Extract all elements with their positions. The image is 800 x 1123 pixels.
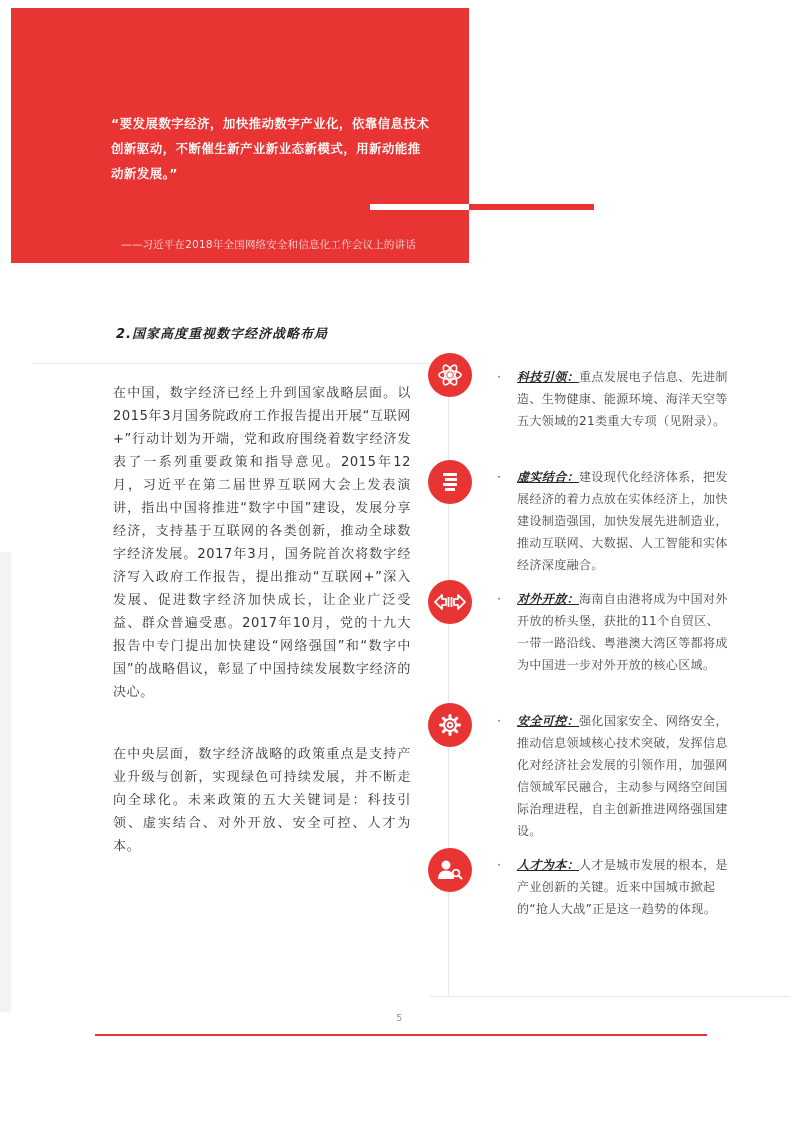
keyword-item-security [497,710,729,842]
keyword-item-real-virtual [497,466,729,576]
keyword-desc: 强化国家安全、网络安全，推动信息领域核心技术突破，发挥信息化对经济社会发展的引领作用，加强网信领域军民融合，主动参与网络空间国际治理进程，自主创新推进网络强国建设。 [517,714,728,838]
keyword-item-tech [497,366,729,432]
arrows-icon [428,580,472,624]
quote-box [11,8,469,263]
person-search-icon [428,848,472,892]
layers-icon [428,460,472,504]
bullet: · [497,858,501,872]
keyword-label: 对外开放： [517,592,580,606]
footer-line [95,1034,707,1036]
keyword-desc: 人才是城市发展的根本，是产业创新的关键。近来中国城市掀起的“抢人大战”正是这一趋势的体现。 [517,858,728,916]
keyword-label: 科技引领： [517,370,580,384]
gear-icon [428,703,472,747]
keyword-label: 虚实结合： [517,470,580,484]
quote-divider-red [469,204,594,210]
section-title: 2.国家高度重视数字经济战略布局 [116,327,328,342]
bullet: · [497,470,501,484]
keyword-item-talent [497,854,729,920]
paragraph-central-policy: 在中央层面，数字经济战略的政策重点是支持产业升级与创新，实现绿色可持续发展，并不断走向全球化。未来政策的五大关键词是：科技引领、虚实结合、对外开放、安全可控、人才为本。 [113,747,411,854]
side-strip [0,552,11,1012]
timeline-line [448,352,449,997]
paragraph-strategy: 在中国，数字经济已经上升到国家战略层面。以2015年3月国务院政府工作报告提出开展“互联网+”行动计划为开端，党和政府围绕着数字经济发表了一系列重要政策和指导意见。2015年12月，习近平在第二届世界互联网大会上发表演讲，指出中国将推进“数字中国”建设，发展分享经济，支持基于互联网的各类创新，推动全球数字经济发展。2017年3月，国务院首次将数字经济写入政府工作报告，提出推动“互联网+”深入发展、促进数字经济加快成长，让企业广泛受益、群众普遍受惠。2017年10月，党的十九大报告中专门提出加快建设“网络强国”和“数字中国”的战略倡议，彰显了中国持续发展数字经济的决心。 [113,386,411,700]
bullet: · [497,714,501,728]
page-number: 5 [396,1013,403,1024]
bullet: · [497,592,501,606]
atom-icon [428,353,472,397]
section-divider [32,363,447,364]
quote-divider-white [370,204,469,210]
quote-source: ——习近平在2018年全国网络安全和信息化工作会议上的讲话 [121,239,417,251]
keyword-label: 人才为本： [517,858,580,872]
keyword-desc: 重点发展电子信息、先进制造、生物健康、能源环境、海洋天空等五大领域的21类重大专项（见附录）。 [517,370,728,428]
keyword-item-opening [497,588,729,676]
keyword-label: 安全可控： [517,714,580,728]
keyword-desc: 海南自由港将成为中国对外开放的桥头堡，获批的11个自贸区、一带一路沿线、粤港澳大湾区等都将成为中国进一步对外开放的核心区域。 [517,592,728,672]
quote-text: “要发展数字经济，加快推动数字产业化，依靠信息技术创新驱动，不断催生新产业新业态新模式，用新动能推动新发展。” [111,116,430,181]
bullet: · [497,370,501,384]
keyword-desc: 建设现代化经济体系，把发展经济的着力点放在实体经济上，加快建设制造强国，加快发展先进制造业，推动互联网、大数据、人工智能和实体经济深度融合。 [517,470,728,572]
bottom-divider [430,996,790,997]
